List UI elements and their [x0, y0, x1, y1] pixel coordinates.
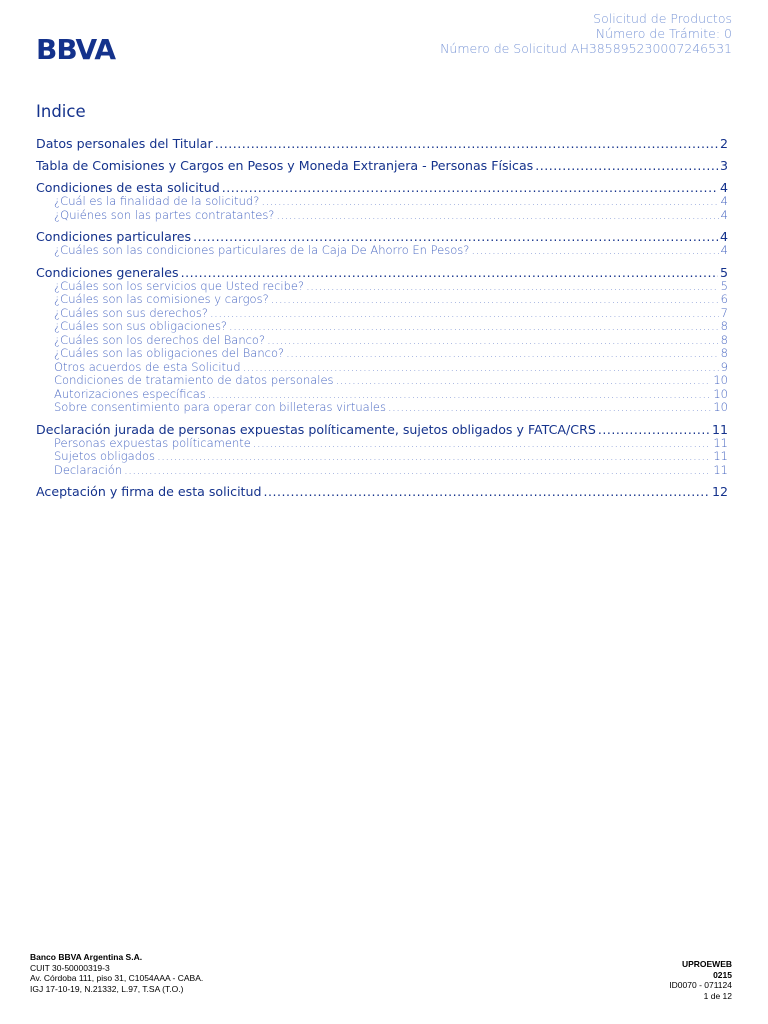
toc-subsection-entry[interactable] [36, 388, 728, 402]
toc-subsection-entry[interactable] [36, 437, 728, 451]
header-line-solicitud: Número de Solicitud AH385895230007246531 [440, 41, 732, 56]
toc-entry-page: 11 [713, 463, 728, 477]
toc-section-entry[interactable] [36, 265, 728, 280]
toc-entry-page: 5 [719, 264, 728, 280]
toc-dot-leader [276, 209, 718, 223]
toc-dot-leader [208, 388, 712, 402]
table-of-contents [36, 136, 728, 499]
footer-company-name: Banco BBVA Argentina S.A. [30, 952, 143, 962]
header-line-product: Solicitud de Productos [593, 11, 732, 26]
toc-section-entry[interactable] [36, 229, 728, 244]
toc-dot-leader [210, 307, 719, 321]
header-info [440, 11, 732, 56]
footer-number: 0215 [713, 969, 732, 980]
toc-entry-label: ¿Cuáles son los servicios que Usted recibe? [54, 279, 305, 293]
toc-entry-page: 8 [720, 347, 728, 360]
toc-entry-page: 3 [719, 158, 728, 173]
toc-entry-label: Otros acuerdos de esta Solicitud [54, 360, 241, 374]
toc-dot-leader [215, 136, 718, 151]
toc-subsection-entry[interactable] [36, 280, 728, 294]
toc-entry-label: Sujetos obligados [54, 450, 156, 463]
toc-subsection-entry[interactable] [36, 347, 728, 361]
toc-entry-page: 4 [720, 208, 728, 222]
toc-dot-leader [306, 280, 719, 294]
toc-entry-label: ¿Cuáles son las comisiones y cargos? [54, 293, 269, 306]
toc-dot-leader [471, 244, 718, 258]
toc-entry-label: Aceptación y firma de esta solicitud [36, 484, 262, 499]
toc-dot-leader [229, 320, 719, 334]
toc-dot-leader [261, 195, 718, 209]
toc-dot-leader [336, 374, 712, 388]
toc-entry-page: 4 [719, 180, 728, 195]
footer-cuit: CUIT 30-50000319-3 [30, 962, 110, 973]
toc-dot-leader [267, 334, 719, 348]
toc-dot-leader [535, 158, 718, 173]
toc-entry-label: Personas expuestas políticamente [54, 436, 251, 450]
toc-entry-page: 12 [711, 484, 728, 499]
toc-entry-label: ¿Cuáles son los derechos del Banco? [54, 333, 266, 347]
toc-entry-label: Tabla de Comisiones y Cargos en Pesos y Moneda Extranjera - Personas Físicas [36, 158, 534, 173]
toc-dot-leader [193, 229, 718, 244]
toc-entry-page: 9 [720, 360, 728, 374]
toc-entry-page: 4 [719, 229, 728, 244]
toc-entry-page: 11 [713, 436, 728, 450]
toc-entry-label: Declaración [54, 463, 123, 477]
toc-section-entry[interactable] [36, 180, 728, 195]
toc-entry-label: Autorizaciones específicas [54, 387, 206, 401]
toc-section-entry[interactable] [36, 158, 728, 173]
toc-subsection-entry[interactable] [36, 401, 728, 415]
toc-dot-leader [271, 293, 719, 307]
toc-subsection-entry[interactable] [36, 307, 728, 321]
toc-subsection-entry[interactable] [36, 374, 728, 388]
toc-dot-leader [181, 265, 718, 280]
footer-igj: IGJ 17-10-19, N.21332, L.97, T.SA (T.O.) [30, 983, 184, 994]
toc-entry-label: ¿Cuáles son sus derechos? [54, 306, 209, 320]
footer-company-info [30, 952, 203, 994]
toc-subsection-entry[interactable] [36, 209, 728, 223]
toc-section-entry[interactable] [36, 136, 728, 151]
toc-subsection-entry[interactable] [36, 195, 728, 209]
toc-dot-leader [598, 422, 710, 437]
toc-entry-label: ¿Cuáles son sus obligaciones? [54, 320, 228, 333]
footer-document-info [669, 959, 732, 1001]
toc-subsection-entry[interactable] [36, 361, 728, 375]
toc-entry-page: 5 [720, 279, 728, 293]
toc-subsection-entry[interactable] [36, 293, 728, 307]
toc-entry-label: Condiciones de esta solicitud [36, 180, 220, 195]
toc-entry-page: 2 [719, 136, 728, 151]
toc-dot-leader [286, 347, 719, 361]
toc-entry-label: Sobre consentimiento para operar con billeteras virtuales [54, 401, 386, 414]
toc-entry-label: ¿Cuál es la finalidad de la solicitud? [54, 195, 260, 208]
toc-entry-label: Datos personales del Titular [36, 136, 213, 151]
footer-code: UPROEWEB [681, 959, 732, 969]
toc-subsection-entry[interactable] [36, 244, 728, 258]
index-title: Indice [36, 102, 86, 121]
toc-entry-page: 10 [713, 387, 728, 401]
toc-entry-page: 11 [713, 450, 728, 463]
toc-subsection-entry[interactable] [36, 320, 728, 334]
toc-entry-page: 7 [720, 306, 728, 320]
toc-dot-leader [243, 361, 719, 375]
footer-page: 1 de 12 [703, 990, 732, 1001]
bbva-logo [36, 32, 132, 64]
toc-dot-leader [157, 450, 711, 464]
toc-entry-page: 10 [713, 401, 728, 414]
toc-dot-leader [124, 464, 711, 478]
toc-dot-leader [222, 180, 718, 195]
toc-entry-page: 4 [720, 244, 728, 257]
toc-entry-page: 4 [720, 195, 728, 208]
toc-dot-leader [263, 484, 709, 499]
footer-address: Av. Córdoba 111, piso 31, C1054AAA - CABA. [30, 973, 204, 983]
toc-entry-label: Condiciones generales [36, 264, 179, 280]
svg-text:BBVA: BBVA [36, 33, 115, 64]
toc-entry-page: 8 [720, 333, 728, 347]
toc-entry-label: ¿Cuáles son las condiciones particulares de la Caja De Ahorro En Pesos? [54, 244, 470, 257]
toc-subsection-entry[interactable] [36, 450, 728, 464]
toc-entry-label: Condiciones particulares [36, 229, 192, 244]
toc-entry-label: ¿Quiénes son las partes contratantes? [54, 208, 275, 222]
toc-entry-label: Condiciones de tratamiento de datos personales [54, 374, 334, 387]
toc-entry-page: 6 [720, 293, 728, 306]
toc-entry-label: ¿Cuáles son las obligaciones del Banco? [54, 347, 285, 360]
toc-subsection-entry[interactable] [36, 464, 728, 478]
header-line-tramite: Número de Trámite: 0 [595, 26, 732, 41]
toc-subsection-entry[interactable] [36, 334, 728, 348]
toc-dot-leader [388, 401, 711, 415]
toc-dot-leader [253, 437, 712, 451]
toc-entry-page: 10 [713, 374, 728, 387]
toc-section-entry[interactable] [36, 422, 728, 437]
toc-entry-page: 11 [711, 421, 728, 437]
toc-section-entry[interactable] [36, 484, 728, 499]
toc-entry-page: 8 [720, 320, 728, 333]
toc-entry-label: Declaración jurada de personas expuestas políticamente, sujetos obligados y FATCA/CRS [36, 421, 596, 437]
footer-id: ID0070 - 071124 [669, 980, 732, 990]
